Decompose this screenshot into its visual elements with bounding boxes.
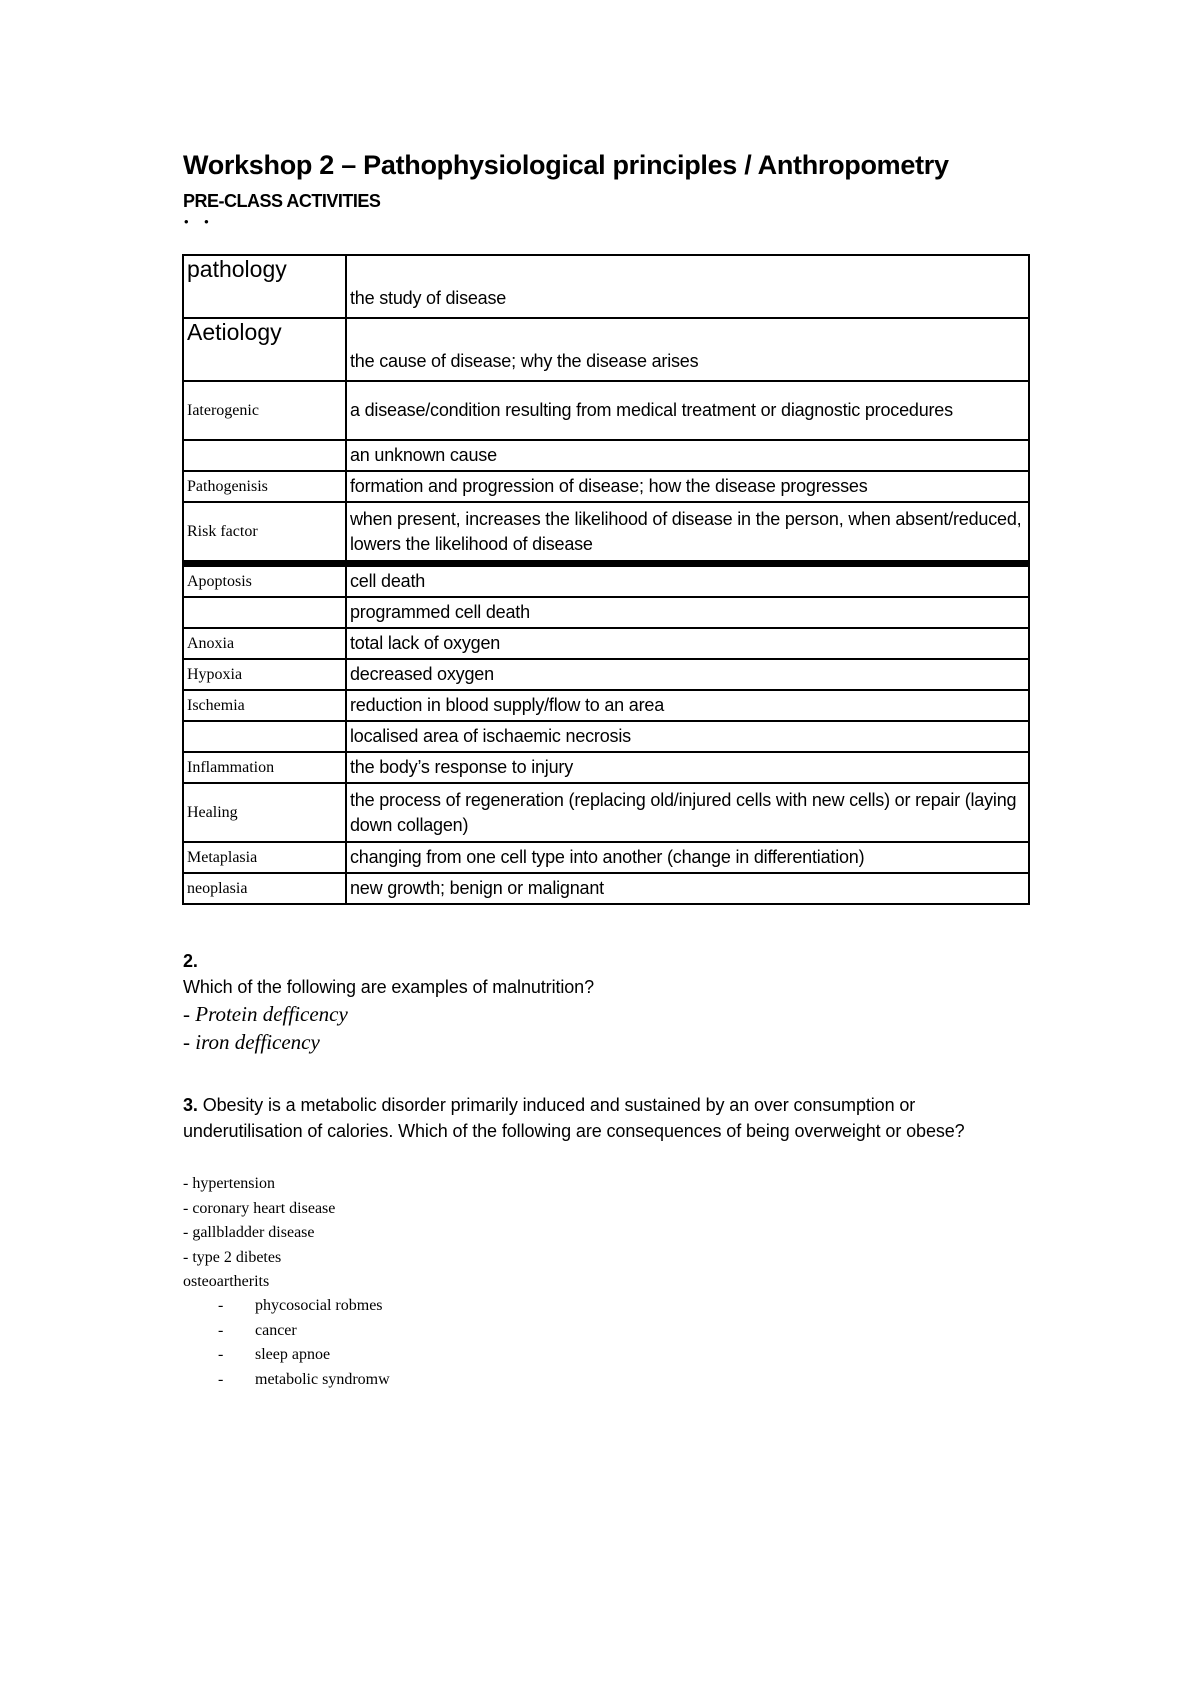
term-cell: neoplasia	[183, 873, 346, 904]
term-cell	[183, 721, 346, 752]
definition-cell: localised area of ischaemic necrosis	[346, 721, 1029, 752]
table-row	[183, 783, 1029, 842]
table-row	[183, 318, 1029, 381]
table-row	[183, 721, 1029, 752]
question-3	[183, 1092, 1031, 1144]
term-cell: Iaterogenic	[183, 381, 346, 440]
table-row	[183, 564, 1029, 598]
term-cell	[183, 597, 346, 628]
definition-cell: the cause of disease; why the disease arises	[346, 318, 1029, 381]
term-cell: Healing	[183, 783, 346, 842]
question-3-number: 3.	[183, 1095, 198, 1115]
term-cell: pathology	[183, 255, 346, 318]
question-3-text: Obesity is a metabolic disorder primarily induced and sustained by an over consumption or underutilisation of calories. Which of the following are consequences of being overweight or obese?	[183, 1095, 965, 1141]
list-item: - cancer	[218, 1319, 390, 1344]
definition-cell: the study of disease	[346, 255, 1029, 318]
list-item: - type 2 dibetes	[183, 1248, 282, 1266]
table-row	[183, 690, 1029, 721]
table-row	[183, 873, 1029, 904]
answer-list	[183, 1172, 335, 1295]
definition-cell: the body’s response to injury	[346, 752, 1029, 783]
table-row	[183, 502, 1029, 564]
term-cell: Hypoxia	[183, 659, 346, 690]
table-row	[183, 752, 1029, 783]
table-row	[183, 255, 1029, 318]
page-title: Workshop 2 – Pathophysiological principles / Anthropometry	[183, 150, 949, 180]
term-cell: Anoxia	[183, 628, 346, 659]
definition-cell: a disease/condition resulting from medical treatment or diagnostic procedures	[346, 381, 1029, 440]
question-2-text: Which of the following are examples of malnutrition?	[183, 977, 595, 997]
list-item: - sleep apnoe	[218, 1343, 390, 1368]
definition-cell: the process of regeneration (replacing old/injured cells with new cells) or repair (laying down collagen)	[346, 783, 1029, 842]
answer-item: - iron defficency	[183, 1030, 320, 1054]
definition-cell: programmed cell death	[346, 597, 1029, 628]
table-row	[183, 597, 1029, 628]
table-row	[183, 471, 1029, 502]
definition-cell: total lack of oxygen	[346, 628, 1029, 659]
sub-answer-list	[218, 1294, 390, 1392]
list-item: - phycosocial robmes	[218, 1294, 390, 1319]
table-row	[183, 381, 1029, 440]
definition-cell: reduction in blood supply/flow to an area	[346, 690, 1029, 721]
term-cell: Aetiology	[183, 318, 346, 381]
answer-item: - Protein defficency	[183, 1002, 348, 1026]
term-cell: Metaplasia	[183, 842, 346, 873]
list-item: - hypertension	[183, 1175, 275, 1192]
term-cell: Ischemia	[183, 690, 346, 721]
definition-cell: when present, increases the likelihood of disease in the person, when absent/reduced, lowers the likelihood of disease	[346, 502, 1029, 564]
dash-marker: -	[218, 1346, 224, 1363]
definition-cell: changing from one cell type into another (change in differentiation)	[346, 842, 1029, 873]
dash-marker: -	[218, 1321, 224, 1339]
definition-cell: decreased oxygen	[346, 659, 1029, 690]
term-cell: Inflammation	[183, 752, 346, 783]
glossary-table	[182, 254, 1030, 905]
term-cell: Pathogenisis	[183, 471, 346, 502]
list-item: - gallbladder disease	[183, 1224, 315, 1241]
table-row	[183, 628, 1029, 659]
term-cell	[183, 440, 346, 471]
definition-cell: formation and progression of disease; how the disease progresses	[346, 471, 1029, 502]
table-row	[183, 440, 1029, 471]
dash-marker: -	[218, 1370, 224, 1388]
table-row	[183, 659, 1029, 690]
definition-cell: new growth; benign or malignant	[346, 873, 1029, 904]
question-2-number: 2.	[183, 951, 198, 971]
term-cell: Apoptosis	[183, 564, 346, 598]
list-item: - coronary heart disease	[183, 1199, 336, 1217]
term-cell: Risk factor	[183, 502, 346, 564]
dash-marker: -	[218, 1297, 224, 1314]
page-subtitle: PRE-CLASS ACTIVITIES	[183, 191, 381, 211]
list-item: - metabolic syndromw	[218, 1368, 390, 1393]
table-row	[183, 842, 1029, 873]
bullet-marks: • •	[184, 214, 215, 229]
definition-cell: cell death	[346, 564, 1029, 598]
list-item: osteoartherits	[183, 1273, 270, 1290]
definition-cell: an unknown cause	[346, 440, 1029, 471]
